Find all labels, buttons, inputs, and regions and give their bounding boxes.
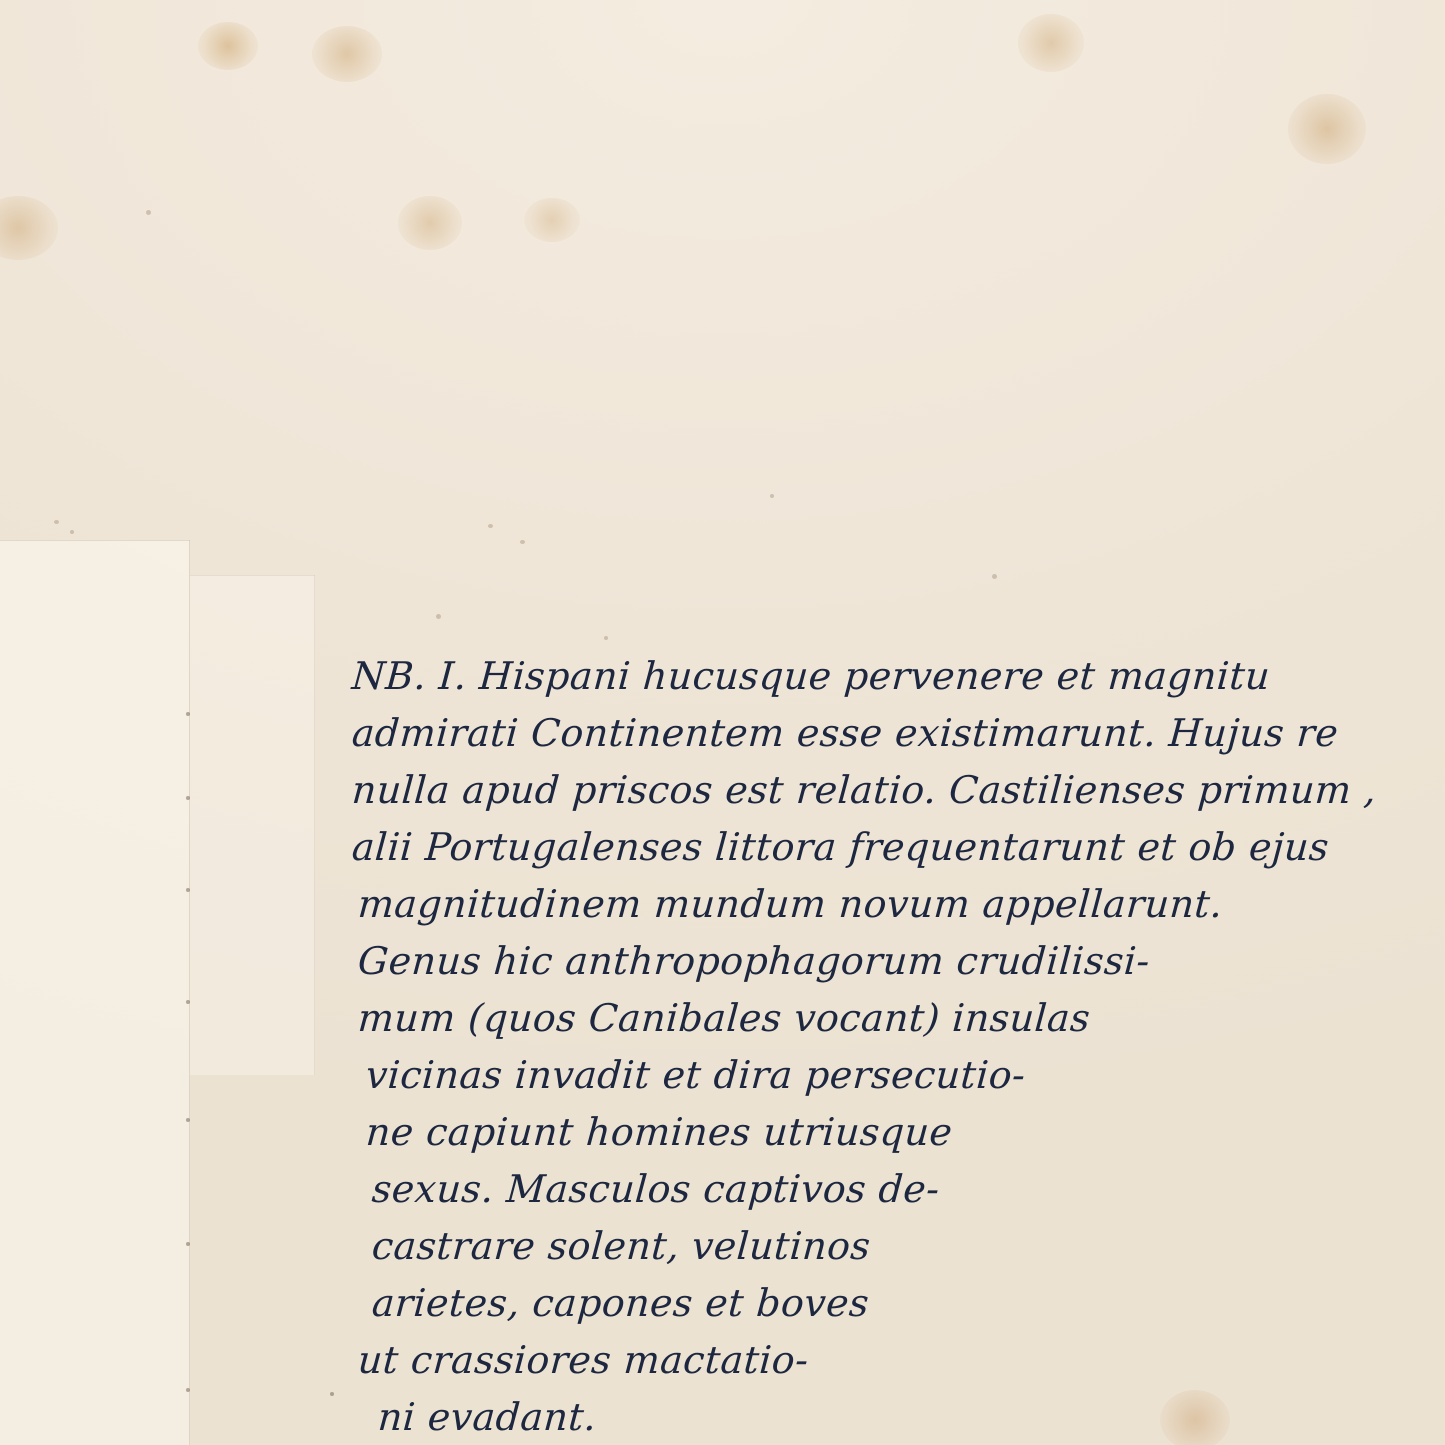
margin-pencil-dot [186, 888, 190, 892]
note-line: vicinas invadit et dira persecutio- [364, 1053, 1028, 1097]
marginal-note-text [352, 648, 1445, 1445]
margin-pencil-dot [186, 1118, 190, 1122]
paper-speck [770, 494, 774, 498]
scan-seam-line-vertical-inner [314, 575, 315, 1075]
note-line: castrare solent, velutinos [370, 1224, 873, 1268]
note-line: ni evadant. [376, 1395, 599, 1439]
note-line: mum (quos Canibales vocant) insulas [356, 996, 1092, 1040]
note-line: arietes, capones et boves [370, 1281, 871, 1325]
margin-pencil-dot [186, 712, 190, 716]
paper-speck [488, 524, 493, 528]
margin-pencil-dot [330, 1392, 334, 1396]
note-line: nulla apud priscos est relatio. Castilienses primum , [350, 768, 1378, 812]
paper-speck [54, 520, 59, 524]
scan-seam-line-horizontal-inner [190, 575, 315, 576]
paper-speck [604, 636, 608, 640]
paper-speck [992, 574, 997, 579]
note-line: admirati Continentem esse existimarunt. Hujus re [350, 711, 1340, 755]
scan-seam-line-horizontal-outer [0, 540, 190, 541]
paper-speck [146, 210, 151, 215]
margin-pencil-dot [186, 1242, 190, 1246]
note-line: alii Portugalenses littora frequentarunt et ob ejus [350, 825, 1331, 869]
paper-speck [436, 614, 441, 619]
paper-speck [520, 540, 525, 544]
note-line: ut crassiores mactatio- [356, 1338, 811, 1382]
scan-seam-line-vertical-outer [189, 540, 190, 1445]
note-line: sexus. Masculos captivos de- [370, 1167, 942, 1211]
note-line: magnitudinem mundum novum appellarunt. [356, 882, 1225, 926]
margin-pencil-dot [186, 1388, 190, 1392]
paper-speck [70, 530, 74, 534]
scan-seam-panel-left [0, 540, 190, 1445]
margin-pencil-dot [186, 796, 190, 800]
note-line: Genus hic anthropophagorum crudilissi- [356, 939, 1152, 983]
margin-pencil-dot [186, 1000, 190, 1004]
note-line: ne capiunt homines utriusque [364, 1110, 954, 1154]
scan-seam-panel-inner [190, 575, 315, 1075]
note-line: NB. I. Hispani hucusque pervenere et magnitu [350, 654, 1272, 698]
